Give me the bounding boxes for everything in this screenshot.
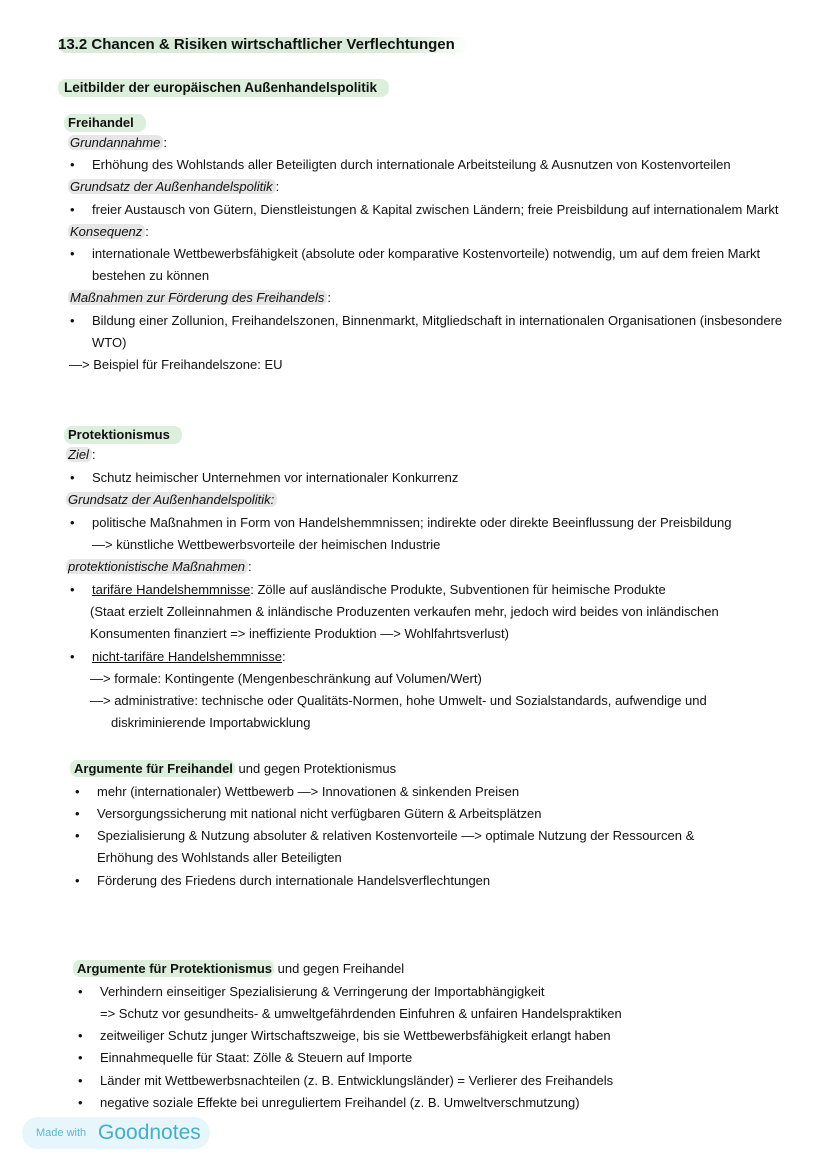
list-item: tarifäre Handelshemmnisse: Zölle auf ausländische Produkte, Subventionen für heimische Produkte [92, 582, 666, 597]
list-item: Förderung des Friedens durch internationale Handelsverflechtungen [97, 873, 491, 888]
bullet: • [70, 515, 75, 530]
list-item: Spezialisierung & Nutzung absoluter & relativen Kostenvorteile —> optimale Nutzung der Ressourcen & [97, 828, 695, 843]
list-item-continuation: diskriminierende Importabwicklung [111, 715, 311, 730]
arguments-freihandel-heading: Argumente für Freihandel und gegen Protektionismus [70, 761, 396, 777]
goodnotes-logo: Goodnotes [98, 1121, 201, 1144]
list-item-continuation: —> formale: Kontingente (Mengenbeschränkung auf Volumen/Wert) [90, 671, 482, 686]
list-item: Einnahmequelle für Staat: Zölle & Steuern auf Importe [100, 1050, 413, 1065]
list-item: Versorgungssicherung mit national nicht verfügbaren Gütern & Arbeitsplätzen [97, 806, 542, 821]
list-item-continuation: => Schutz vor gesundheits- & umweltgefährdenden Einfuhren & unfairen Handelspraktiken [100, 1006, 622, 1021]
page-title: 13.2 Chancen & Risiken wirtschaftlicher Verflechtungen [58, 37, 469, 53]
label-grundsatz: Grundsatz der Außenhandelspolitik: [66, 492, 277, 508]
arrow-note: —> künstliche Wettbewerbsvorteile der heimischen Industrie [92, 537, 441, 552]
list-item-continuation: —> administrative: technische oder Qualitäts-Normen, hohe Umwelt- und Sozialstandards, aufwendige und [90, 693, 707, 708]
label-massnahmen: protektionistische Maßnahmen : [68, 559, 252, 574]
label-ziel: Ziel : [68, 447, 96, 462]
list-item: Bildung einer Zollunion, Freihandelszonen, Binnenmarkt, Mitgliedschaft in internationalen Organisationen (insbesondere [92, 313, 783, 328]
bullet: • [70, 157, 75, 172]
bullet: • [70, 582, 75, 597]
arguments-protektionismus-heading: Argumente für Protektionismus und gegen Freihandel [73, 961, 404, 977]
label-massnahmen: Maßnahmen zur Förderung des Freihandels : [70, 290, 331, 305]
label-grundsatz: Grundsatz der Außenhandelspolitik : [70, 179, 280, 194]
bullet: • [70, 313, 75, 328]
list-item: negative soziale Effekte bei unreguliertem Freihandel (z. B. Umweltverschmutzung) [100, 1095, 580, 1110]
list-item-continuation: bestehen zu können [92, 268, 210, 283]
bullet: • [75, 828, 80, 843]
list-item-continuation: WTO) [92, 335, 127, 350]
bullet: • [78, 1050, 83, 1065]
bullet: • [75, 806, 80, 821]
bullet: • [78, 1073, 83, 1088]
list-item: politische Maßnahmen in Form von Handelshemmnissen; indirekte oder direkte Beeinflussung der Preisbildung [92, 515, 732, 530]
freihandel-heading: Freihandel [64, 114, 146, 132]
list-item-continuation: (Staat erzielt Zolleinnahmen & inländische Produzenten verkaufen mehr, jedoch wird beides von inländischen [90, 604, 719, 619]
bullet: • [70, 649, 75, 664]
bullet: • [70, 246, 75, 261]
list-item: Erhöhung des Wohlstands aller Beteiligten durch internationale Arbeitsteilung & Ausnutzen von Kostenvorteilen [92, 157, 731, 172]
list-item: Verhindern einseitiger Spezialisierung & Verringerung der Importabhängigkeit [100, 984, 545, 999]
list-item-continuation: Erhöhung des Wohlstands aller Beteiligten [97, 850, 342, 865]
protektionismus-heading: Protektionismus [64, 426, 182, 444]
goodnotes-badge: Made with Goodnotes [22, 1117, 210, 1149]
list-item: internationale Wettbewerbsfähigkeit (absolute oder komparative Kostenvorteile) notwendig, um auf dem freien Markt [92, 246, 761, 261]
list-item-continuation: Konsumenten finanziert => ineffiziente Produktion —> Wohlfahrtsverlust) [90, 626, 509, 641]
bullet: • [75, 784, 80, 799]
list-item: nicht-tarifäre Handelshemmnisse: [92, 649, 286, 664]
list-item: zeitweiliger Schutz junger Wirtschaftszweige, bis sie Wettbewerbsfähigkeit erlangt haben [100, 1028, 611, 1043]
list-item: Schutz heimischer Unternehmen vor internationaler Konkurrenz [92, 470, 459, 485]
list-item: Länder mit Wettbewerbsnachteilen (z. B. Entwicklungsländer) = Verlierer des Freihandels [100, 1073, 614, 1088]
list-item: freier Austausch von Gütern, Dienstleistungen & Kapital zwischen Ländern; freie Preisbildung auf internationalem Markt [92, 202, 779, 217]
label-konsequenz: Konsequenz : [70, 224, 149, 239]
bullet: • [78, 1028, 83, 1043]
section-subtitle: Leitbilder der europäischen Außenhandelspolitik [58, 79, 389, 97]
example-note: —> Beispiel für Freihandelszone: EU [69, 357, 283, 372]
label-grundannahme: Grundannahme : [70, 135, 167, 150]
bullet: • [78, 1095, 83, 1110]
bullet: • [70, 470, 75, 485]
bullet: • [75, 873, 80, 888]
list-item: mehr (internationaler) Wettbewerb —> Innovationen & sinkenden Preisen [97, 784, 520, 799]
bullet: • [70, 202, 75, 217]
bullet: • [78, 984, 83, 999]
